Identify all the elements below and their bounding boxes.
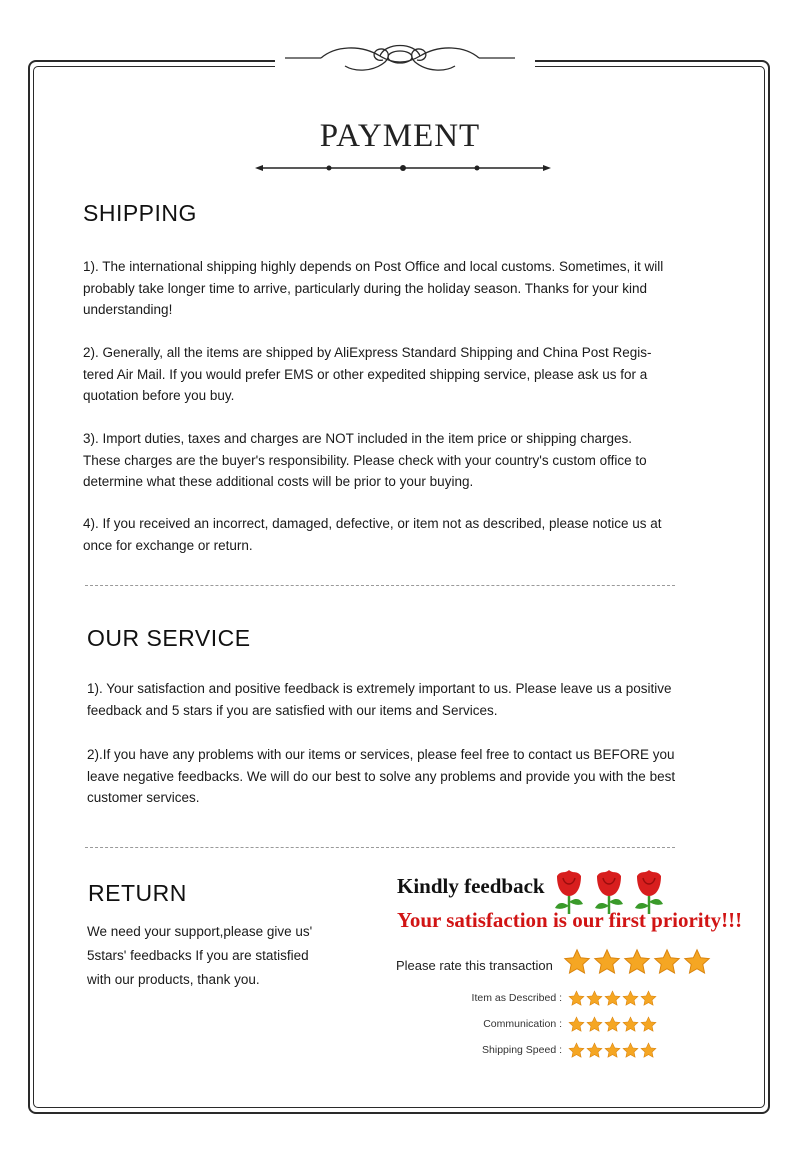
service-heading: OUR SERVICE bbox=[87, 625, 251, 651]
star-icon[interactable] bbox=[604, 990, 621, 1007]
text-line: 3). Import duties, taxes and charges are NOT included in the item price or shipping charges. bbox=[83, 431, 633, 446]
text-line: once for exchange or return. bbox=[83, 537, 253, 553]
star-icon[interactable] bbox=[623, 948, 651, 976]
text-line: probably take longer time to arrive, particularly during the holiday season. Thanks for your kind bbox=[83, 280, 648, 296]
flourish-ornament bbox=[285, 36, 515, 82]
overall-star-rating[interactable] bbox=[563, 948, 711, 976]
star-icon[interactable] bbox=[563, 948, 591, 976]
section-divider bbox=[85, 585, 675, 586]
text-line: 2).If you have any problems with our items or services, please feel free to contact us BEFORE you bbox=[87, 747, 675, 762]
page-title: PAYMENT bbox=[319, 118, 481, 154]
return-text bbox=[87, 920, 312, 992]
rating-stars-communication[interactable] bbox=[568, 1016, 657, 1033]
star-icon[interactable] bbox=[593, 948, 621, 976]
star-icon[interactable] bbox=[586, 1016, 603, 1033]
star-icon[interactable] bbox=[622, 990, 639, 1007]
text-line: quotation before you buy. bbox=[83, 388, 235, 403]
text-line: leave negative feedbacks. We will do our best to solve any problems and provide you with the best bbox=[87, 768, 676, 784]
text-line: determine what these additional costs will be prior to your buying. bbox=[83, 474, 474, 489]
text-line: 5stars' feedbacks If you are statisfied bbox=[87, 948, 309, 963]
rating-label-shipping-speed: Shipping Speed : bbox=[482, 1044, 562, 1056]
priority-slogan: Your satisfaction is our first priority!!! bbox=[397, 908, 743, 932]
rating-label-item-described: Item as Described : bbox=[471, 992, 562, 1004]
service-item-1 bbox=[87, 678, 672, 721]
return-heading: RETURN bbox=[88, 880, 187, 906]
rating-stars-shipping-speed[interactable] bbox=[568, 1042, 657, 1059]
kindly-feedback-title: Kindly feedback bbox=[397, 874, 545, 898]
star-icon[interactable] bbox=[586, 990, 603, 1007]
shipping-item-3 bbox=[83, 428, 647, 493]
text-line: tered Air Mail. If you would prefer EMS or other expedited shipping service, please ask us for a bbox=[83, 366, 648, 382]
star-icon[interactable] bbox=[640, 990, 657, 1007]
title-divider bbox=[255, 160, 551, 176]
star-icon[interactable] bbox=[640, 1042, 657, 1059]
star-icon[interactable] bbox=[683, 948, 711, 976]
shipping-item-2 bbox=[83, 342, 652, 407]
text-line: We need your support,please give us' bbox=[87, 924, 313, 939]
text-line: customer services. bbox=[87, 790, 200, 805]
star-icon[interactable] bbox=[622, 1042, 639, 1059]
star-icon[interactable] bbox=[568, 1042, 585, 1059]
star-icon[interactable] bbox=[653, 948, 681, 976]
star-icon[interactable] bbox=[604, 1042, 621, 1059]
text-line: understanding! bbox=[83, 302, 173, 317]
text-line: 4). If you received an incorrect, damaged, defective, or item not as described, please notice us at bbox=[83, 516, 662, 531]
star-icon[interactable] bbox=[568, 1016, 585, 1033]
text-line: 1). The international shipping highly depends on Post Office and local customs. Sometimes, it will bbox=[83, 259, 664, 274]
text-line: with our products, thank you. bbox=[87, 972, 260, 987]
shipping-item-4 bbox=[83, 513, 662, 556]
service-item-2 bbox=[87, 744, 675, 809]
star-icon[interactable] bbox=[604, 1016, 621, 1033]
rating-stars-item-described[interactable] bbox=[568, 990, 657, 1007]
shipping-heading: SHIPPING bbox=[83, 200, 197, 226]
rate-transaction-label: Please rate this transaction bbox=[396, 958, 553, 973]
star-icon[interactable] bbox=[622, 1016, 639, 1033]
text-line: These charges are the buyer's responsibility. Please check with your country's custom office to bbox=[83, 452, 647, 468]
text-line: 1). Your satisfaction and positive feedback is extremely important to us. Please leave us a positive bbox=[87, 681, 672, 696]
shipping-item-1 bbox=[83, 256, 663, 321]
star-icon[interactable] bbox=[568, 990, 585, 1007]
rating-label-communication: Communication : bbox=[483, 1018, 562, 1030]
star-icon[interactable] bbox=[586, 1042, 603, 1059]
star-icon[interactable] bbox=[640, 1016, 657, 1033]
text-line: 2). Generally, all the items are shipped by AliExpress Standard Shipping and China Post Regis- bbox=[83, 345, 652, 360]
text-line: feedback and 5 stars if you are satisfied with our items and Services. bbox=[87, 702, 498, 718]
section-divider bbox=[85, 847, 675, 848]
